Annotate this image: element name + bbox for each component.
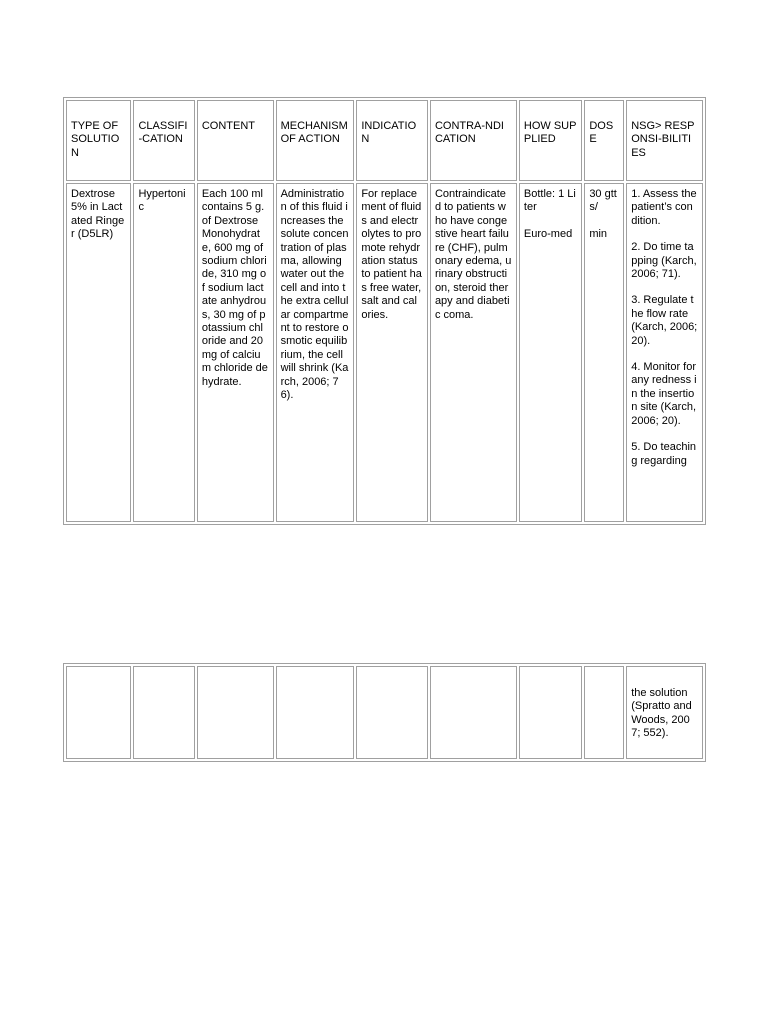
empty-cell	[66, 666, 131, 759]
header-mechanism-of-action: MECHANISM OF ACTION	[276, 100, 355, 181]
dose-rate: 30 gtts/	[589, 188, 617, 214]
empty-cell	[519, 666, 582, 759]
nsg-item-4: 4. Monitor for any redness in the insertion site (Karch, 2006; 20).	[631, 361, 697, 427]
how-supplied-bottle: Bottle: 1 Liter	[523, 188, 576, 214]
empty-cell	[197, 666, 274, 759]
table-header-row	[66, 100, 703, 181]
cell-classification: Hypertonic	[133, 183, 194, 522]
cell-contraindication: Contraindicated to patients who have congestive heart failure (CHF), pulmonary edema, urinary obstruction, steroid therapy and diabetic coma.	[430, 183, 517, 522]
nsg-item-1: 1. Assess the patient’s condition.	[631, 188, 697, 227]
dose-unit: min	[589, 227, 608, 240]
header-nsg-responsibilities: NSG> RESPONSI-BILITIES	[626, 100, 703, 181]
cell-dose	[584, 183, 624, 522]
header-contraindication: CONTRA-NDICATION	[430, 100, 517, 181]
fluid-table-continuation	[63, 663, 706, 762]
cell-content: Each 100 ml contains 5 g. of Dextrose Monohydrate, 600 mg of sodium chloride, 310 mg of sodium lactate anhydrous, 30 mg of potassium chloride and 20 mg of calcium chloride dehydrate.	[197, 183, 274, 522]
nsg-item-5: 5. Do teaching regarding	[631, 441, 697, 467]
cell-mechanism-of-action: Administration of this fluid increases the solute concentration of plasma, allowing water out the cell and into the extra cellular compartment to restore osmotic equilibrium, the cell will shrink (Karch, 2006; 76).	[276, 183, 355, 522]
header-how-supplied: HOW SUPPLIED	[519, 100, 582, 181]
table-row	[66, 666, 703, 759]
header-indication: INDICATION	[356, 100, 428, 181]
cell-how-supplied	[519, 183, 582, 522]
empty-cell	[430, 666, 517, 759]
cell-type-of-solution: Dextrose 5% in Lactated Ringer (D5LR)	[66, 183, 131, 522]
empty-cell	[584, 666, 624, 759]
nsg-item-3: 3. Regulate the flow rate (Karch, 2006; 20).	[631, 294, 698, 347]
header-type-of-solution: TYPE OF SOLUTION	[66, 100, 131, 181]
cell-nsg-continuation: the solution (Spratto and Woods, 2007; 552).	[626, 666, 703, 759]
header-classification: CLASSIFI-CATION	[133, 100, 194, 181]
empty-cell	[133, 666, 194, 759]
cell-nsg-responsibilities	[626, 183, 703, 522]
nsg-item-2: 2. Do time tapping (Karch, 2006; 71).	[631, 241, 697, 281]
how-supplied-brand: Euro-med	[523, 227, 573, 240]
table-row	[66, 183, 703, 522]
cell-indication: For replacement of fluids and electrolytes to promote rehydration status to patient has free water, salt and calories.	[356, 183, 428, 522]
header-content: CONTENT	[197, 100, 274, 181]
empty-cell	[276, 666, 355, 759]
fluid-table	[63, 97, 706, 525]
header-dose: DOSE	[584, 100, 624, 181]
empty-cell	[356, 666, 428, 759]
